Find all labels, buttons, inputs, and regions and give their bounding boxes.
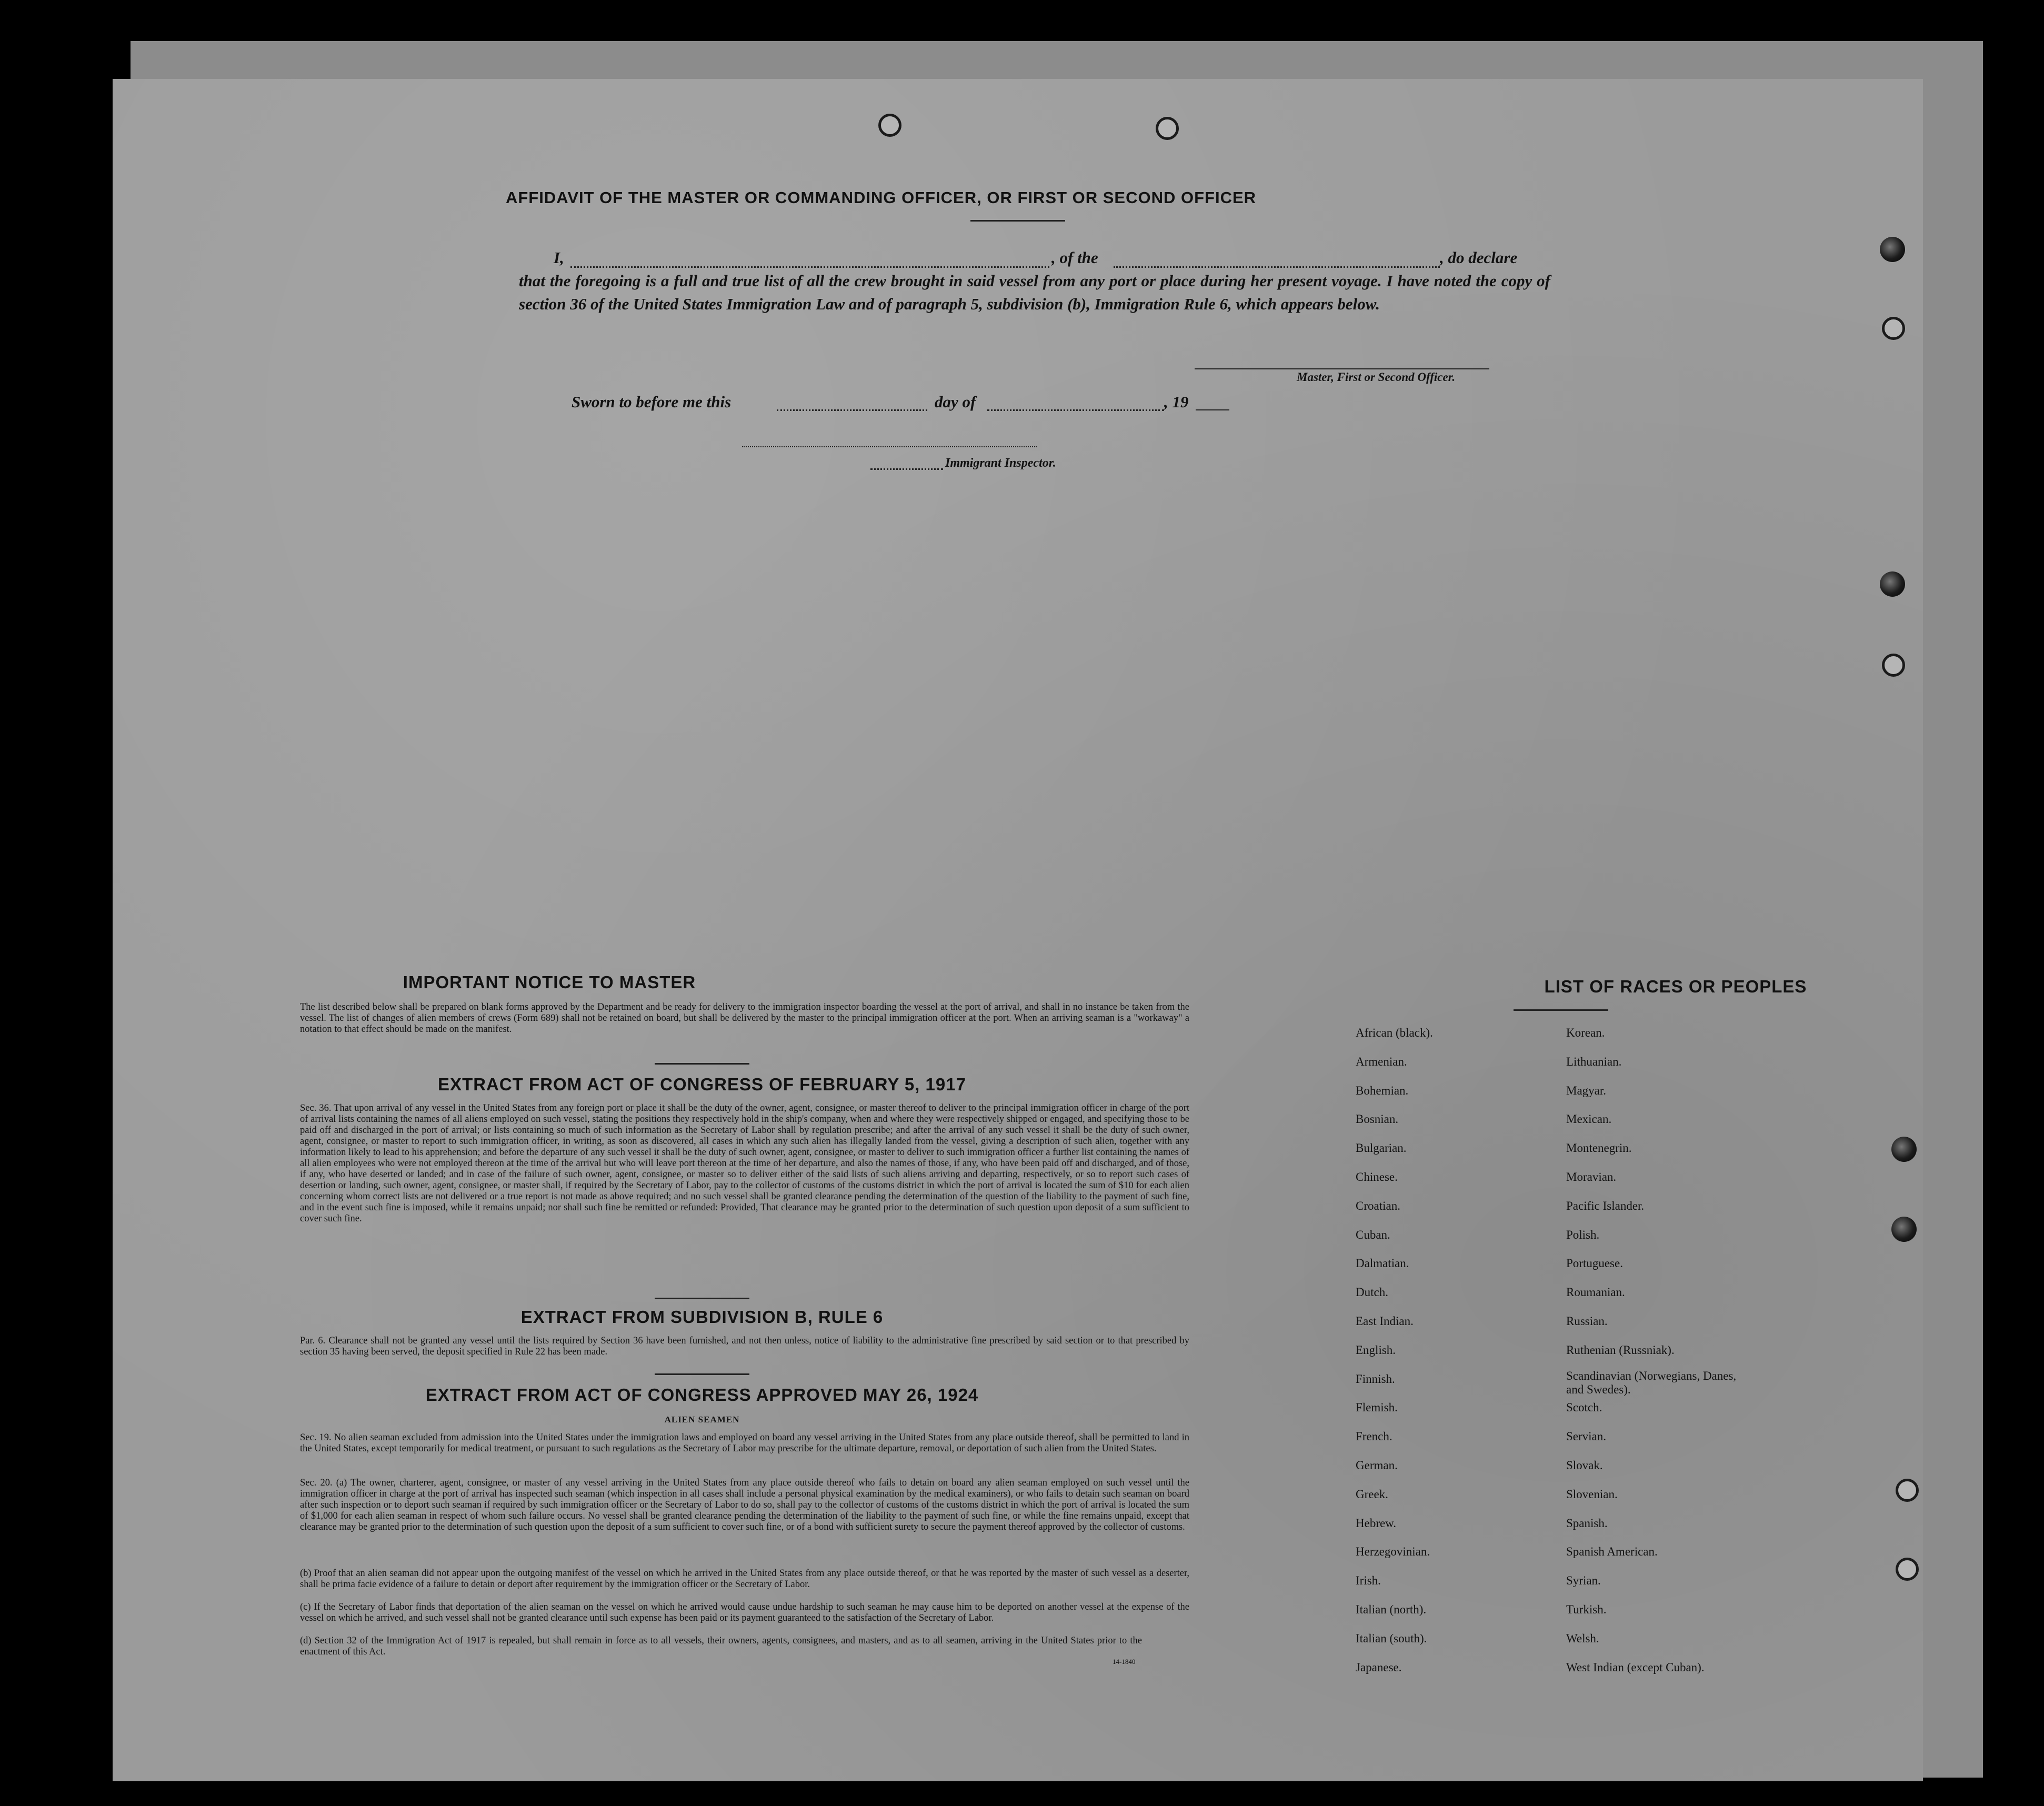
race-item: Italian (south).: [1356, 1631, 1427, 1645]
binder-hole: [1880, 237, 1905, 262]
race-item: German.: [1356, 1459, 1398, 1472]
race-item: Dalmatian.: [1356, 1257, 1409, 1270]
extract-1924-sec20a: Sec. 20. (a) The owner, charterer, agent, consignee, or master of any vessel arriving in the United States from any place outside thereof who fails to detain on board any alien seaman employed on such vessel until the immigration officer in charge at the port of arrival has inspected such seaman (which inspection in all cases shall include a personal physical examination by the medical examiners), or who fails to detain such seaman on board after such inspection or to deport such seaman if required by such immigration officer or the Secretary of Labor to do so, shall pay to the collector of customs of the customs district in which the port of arrival is located the sum of $1,000 for each alien seaman in respect of whom such failure occurs. No vessel shall be granted clearance pending the determination of the liability to the payment of such fine, or while the fine remains unpaid, except that clearance may be granted prior to the determination of such question upon the deposit of a sum sufficient to cover such fine, or of a bond with sufficient surety to secure the payment thereof approved by the collector of customs.: [300, 1478, 1189, 1532]
race-item: English.: [1356, 1343, 1396, 1357]
race-item: Irish.: [1356, 1574, 1381, 1588]
binder-hole: [1891, 1137, 1917, 1162]
race-item: Mexican.: [1566, 1112, 1612, 1126]
sworn-year-blank[interactable]: [1196, 409, 1229, 410]
extract-1924-sec19: Sec. 19. No alien seaman excluded from admission into the United States under the immigration laws and employed on board any vessel arriving in the United States from any place outside thereof, shall be permitted to land in the United States, except temporarily for medical treatment, or pursuant to such regulations as the Secretary of Labor may prescribe for the ultimate departure, removal, or deportation of such alien from the United States.: [300, 1432, 1189, 1454]
race-item: Bohemian.: [1356, 1083, 1409, 1097]
divider: [970, 220, 1065, 222]
sworn-day-blank[interactable]: [777, 409, 927, 411]
race-item: Pacific Islander.: [1566, 1199, 1645, 1212]
affidavit-title: AFFIDAVIT OF THE MASTER OR COMMANDING OFFICER, OR FIRST OR SECOND OFFICER: [505, 188, 1257, 207]
extract-1917-title: EXTRACT FROM ACT OF CONGRESS OF FEBRUARY 5, 1917: [438, 1075, 966, 1094]
divider: [655, 1298, 749, 1299]
races-title: LIST OF RACES OR PEOPLES: [1544, 977, 1807, 996]
sworn-month-blank[interactable]: [987, 409, 1164, 411]
race-item: Syrian.: [1566, 1574, 1601, 1588]
race-item: Scandinavian (Norwegians, Danes, and Swedes).: [1566, 1369, 1737, 1396]
divider: [1514, 1009, 1608, 1011]
race-item: Bulgarian.: [1356, 1141, 1407, 1155]
race-item: Bosnian.: [1356, 1112, 1399, 1126]
form-number: 14-1840: [1113, 1658, 1136, 1665]
extract-1924-sec20c: (c) If the Secretary of Labor finds that deportation of the alien seaman on the vessel on which he arrived would cause undue hardship to such seaman he may cause him to be deported on another vessel at the expense of the vessel on which he arrived, and such vessel shall not be granted clearance until such expense has been paid or its payment guaranteed to the satisfaction of the Secretary of Labor.: [300, 1602, 1189, 1623]
vessel-blank[interactable]: [1114, 266, 1440, 268]
race-item: French.: [1356, 1430, 1392, 1443]
binder-hole: [1882, 317, 1905, 340]
signature-caption: Master, First or Second Officer.: [1297, 370, 1456, 384]
race-item: Greek.: [1356, 1487, 1388, 1501]
race-item: Russian.: [1566, 1315, 1608, 1328]
race-item: Turkish.: [1566, 1603, 1607, 1616]
sworn-year-label: , 19: [1164, 393, 1189, 411]
race-item: Armenian.: [1356, 1055, 1407, 1068]
race-item: Scotch.: [1566, 1401, 1602, 1414]
race-item: Finnish.: [1356, 1372, 1395, 1386]
race-item: West Indian (except Cuban).: [1566, 1660, 1705, 1674]
race-item: Roumanian.: [1566, 1286, 1625, 1299]
race-item: Magyar.: [1566, 1083, 1607, 1097]
race-item: Lithuanian.: [1566, 1055, 1622, 1068]
race-item: Slovenian.: [1566, 1487, 1618, 1501]
race-item: Flemish.: [1356, 1401, 1398, 1414]
divider: [655, 1373, 749, 1375]
race-item: Herzegovinian.: [1356, 1545, 1430, 1559]
race-item: Cuban.: [1356, 1228, 1390, 1241]
binder-hole: [878, 114, 901, 137]
inspector-caption: Immigrant Inspector.: [945, 456, 1056, 470]
race-item: Hebrew.: [1356, 1516, 1397, 1530]
sworn-day-of: day of: [935, 393, 976, 411]
race-item: Ruthenian (Russniak).: [1566, 1343, 1675, 1357]
notice-text: The list described below shall be prepared on blank forms approved by the Department and be ready for delivery to the immigration inspector boarding the vessel at the port of arrival, and shall in no instance be taken from the vessel. The list of changes of alien members of crews (Form 689) shall not be retained on board, but shall be delivered by the master to the principal immigration officer at the port. When an arriving seaman is a "workaway" a notation to that effect should be made on the manifest.: [300, 1002, 1189, 1035]
binder-hole: [1896, 1479, 1919, 1502]
affidavit-of-the-label: , of the: [1051, 248, 1098, 267]
inspector-signature-line[interactable]: [742, 446, 1037, 447]
race-item: East Indian.: [1356, 1315, 1414, 1328]
race-item: Korean.: [1566, 1026, 1605, 1039]
race-item: Portuguese.: [1566, 1257, 1623, 1270]
race-item: Japanese.: [1356, 1660, 1402, 1674]
binder-hole: [1891, 1217, 1917, 1242]
alien-seamen-subtitle: ALIEN SEAMEN: [664, 1414, 740, 1424]
extract-1917-text: Sec. 36. That upon arrival of any vessel in the United States from any foreign port or place it shall be the duty of the owner, agent, consignee, or master thereof to deliver to the principal immigration officer in charge of the port of arrival lists containing the names of all aliens employed on such vessel, stating the positions they respectively hold in the ship's company, when and where they were respectively shipped or engaged, and specifying those to be paid off and discharged in the port of arrival; or lists containing so much of such information as the Secretary of Labor shall by regulation prescribe; and after the arrival of any such vessel it shall be the duty of such owner, agent, consignee, or master to report to such immigration officer, in writing, as soon as discovered, all cases in which any such alien has illegally landed from the vessel, giving a description of such alien, together with any information likely to lead to his apprehension; and before the departure of any such vessel it shall be the duty of such owner, agent, consignee, or master to deliver to such immigration officer a further list containing the names of all alien employees who were not employed thereon at the time of the arrival but who will leave port thereon at the time of her departure, and also the names of those, if any, who have been paid off and discharged, and of those, if any, who have deserted or landed; and in case of the failure of such owner, agent, consignee, or master so to deliver either of the said lists of such aliens arriving and departing, respectively, or so to report such cases of desertion or landing, such owner, agent, consignee, or master shall, if required by the Secretary of Labor, pay to the collector of customs of the customs district in which the port of arrival is located the sum of $10 for each alien concerning whom correct lists are not delivered or a true report is not made as above required; and no such vessel shall be granted clearance pending the determination of the question of the liability to the payment of such fine, and in the event such fine is imposed, while it remains unpaid; nor shall such fine be remitted or refunded: Provided, That clearance may be granted prior to the determination of such question upon deposit of a sum sufficient to cover such fine.: [300, 1103, 1189, 1224]
race-item: Moravian.: [1566, 1170, 1617, 1183]
race-item: Welsh.: [1566, 1631, 1599, 1645]
extract-1924-sec20b: (b) Proof that an alien seaman did not appear upon the outgoing manifest of the vessel on which he arrived in the United States from any place outside thereof, or that he was reported by the master of such vessel as a deserter, shall be prima facie evidence of a failure to detain or deport after requirement by the immigration officer or the Secretary of Labor.: [300, 1568, 1189, 1590]
notice-title: IMPORTANT NOTICE TO MASTER: [403, 972, 696, 992]
race-item: African (black).: [1356, 1026, 1433, 1039]
extract-1924-sec20d: (d) Section 32 of the Immigration Act of 1917 is repealed, but shall remain in force as to all vessels, their owners, agents, consignees, and masters, and as to all seamen, arriving in the United States prior to the enactment of this Act.: [300, 1636, 1142, 1657]
race-item: Croatian.: [1356, 1199, 1400, 1212]
affidavit-i-label: I,: [554, 248, 564, 267]
race-item: Spanish.: [1566, 1516, 1608, 1530]
race-item: Spanish American.: [1566, 1545, 1658, 1559]
race-item: Chinese.: [1356, 1170, 1398, 1183]
binder-hole: [1156, 117, 1179, 140]
race-item: Montenegrin.: [1566, 1141, 1632, 1155]
name-blank[interactable]: [570, 266, 1049, 268]
binder-hole: [1880, 571, 1905, 597]
extract-rule6-title: EXTRACT FROM SUBDIVISION B, RULE 6: [520, 1307, 884, 1327]
document-page: [113, 79, 1923, 1781]
race-item: Italian (north).: [1356, 1603, 1427, 1616]
race-item: Polish.: [1566, 1228, 1600, 1241]
race-item: Dutch.: [1356, 1286, 1388, 1299]
binder-hole: [1882, 654, 1905, 677]
extract-rule6-text: Par. 6. Clearance shall not be granted any vessel until the lists required by Section 36 have been furnished, and not then unless, notice of liability to the administrative fine prescribed by said section or to that prescribed by section 35 having been served, the deposit specified in Rule 22 has been made.: [300, 1336, 1189, 1357]
binder-hole: [1896, 1558, 1919, 1581]
sworn-prefix: Sworn to before me this: [572, 393, 732, 411]
affidavit-do-declare-label: , do declare: [1440, 248, 1518, 267]
affidavit-body: that the foregoing is a full and true list of all the crew brought in said vessel from any port or place during her present voyage. I have noted the copy of section 36 of the United States Immigration Law and of paragraph 5, subdivision (b), Immigration Rule 6, which appears below.: [519, 272, 1550, 313]
divider: [655, 1063, 749, 1065]
extract-1924-title: EXTRACT FROM ACT OF CONGRESS APPROVED MAY 26, 1924: [425, 1385, 979, 1404]
race-item: Servian.: [1566, 1430, 1607, 1443]
race-item: Slovak.: [1566, 1459, 1603, 1472]
inspector-lead: [870, 468, 943, 470]
